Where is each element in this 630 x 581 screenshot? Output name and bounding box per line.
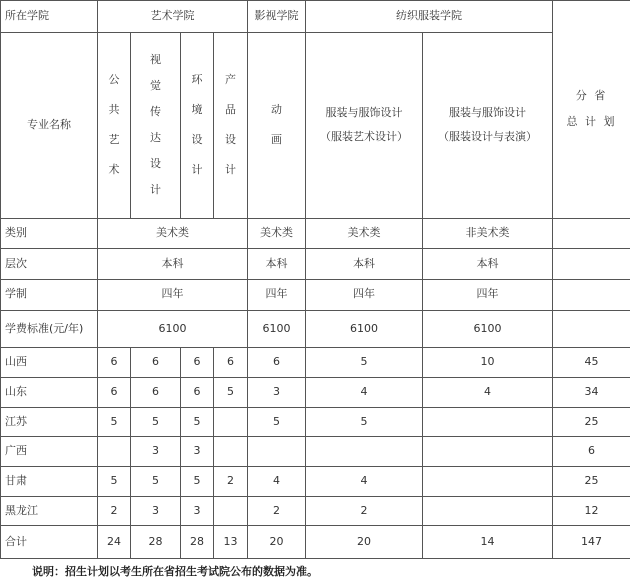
value-cell: 3 bbox=[131, 496, 181, 526]
value-cell bbox=[98, 437, 131, 467]
major-product-design: 产品设计 bbox=[214, 32, 248, 218]
value-cell: 3 bbox=[181, 496, 214, 526]
value-cell: 2 bbox=[214, 466, 248, 496]
value-cell: 5 bbox=[306, 407, 423, 437]
level-label: 层次 bbox=[1, 249, 98, 280]
value-cell: 4 bbox=[306, 466, 423, 496]
province-cell: 山东 bbox=[1, 378, 98, 408]
value-cell: 28 bbox=[181, 526, 214, 559]
level-textile1: 本科 bbox=[306, 249, 423, 280]
value-cell: 2 bbox=[248, 496, 306, 526]
value-cell: 6 bbox=[98, 348, 131, 378]
province-cell: 广西 bbox=[1, 437, 98, 467]
value-cell bbox=[214, 407, 248, 437]
value-cell: 6 bbox=[98, 378, 131, 408]
category-film: 美术类 bbox=[248, 218, 306, 249]
duration-row bbox=[1, 279, 630, 310]
table-row bbox=[1, 348, 630, 378]
value-cell: 2 bbox=[306, 496, 423, 526]
major-fashion-art-design: 服装与服饰设计 （服装艺术设计） bbox=[306, 32, 423, 218]
category-total bbox=[553, 218, 630, 249]
duration-label: 学制 bbox=[1, 279, 98, 310]
value-cell: 5 bbox=[181, 407, 214, 437]
fee-row bbox=[1, 310, 630, 348]
level-row bbox=[1, 249, 630, 280]
total-label-bottom: 总 计 划 bbox=[566, 115, 617, 129]
table-row-total bbox=[1, 526, 630, 559]
total-label-top: 分 省 bbox=[575, 89, 608, 103]
major-animation: 动画 bbox=[248, 32, 306, 218]
fee-label: 学费标准(元/年) bbox=[1, 310, 98, 348]
major-fashion-performance: 服装与服饰设计 （服装设计与表演） bbox=[423, 32, 553, 218]
major-environment-design: 环境设计 bbox=[181, 32, 214, 218]
table-row bbox=[1, 437, 630, 467]
fee-textile1: 6100 bbox=[306, 310, 423, 348]
level-textile2: 本科 bbox=[423, 249, 553, 280]
category-label: 类别 bbox=[1, 218, 98, 249]
province-cell: 江苏 bbox=[1, 407, 98, 437]
category-textile2: 非美术类 bbox=[423, 218, 553, 249]
value-cell bbox=[423, 407, 553, 437]
value-cell: 5 bbox=[98, 466, 131, 496]
duration-textile2: 四年 bbox=[423, 279, 553, 310]
category-row bbox=[1, 218, 630, 249]
province-cell: 黑龙江 bbox=[1, 496, 98, 526]
table-row bbox=[1, 407, 630, 437]
footnote: 说明：招生计划以考生所在省招生考试院公布的数据为准。 bbox=[32, 565, 318, 578]
table-row bbox=[1, 378, 630, 408]
value-cell: 24 bbox=[98, 526, 131, 559]
value-cell: 3 bbox=[131, 437, 181, 467]
value-cell: 3 bbox=[248, 378, 306, 408]
value-cell: 5 bbox=[181, 466, 214, 496]
value-cell: 6 bbox=[214, 348, 248, 378]
duration-textile1: 四年 bbox=[306, 279, 423, 310]
value-cell: 6 bbox=[181, 378, 214, 408]
fee-total bbox=[553, 310, 630, 348]
college-label: 所在学院 bbox=[1, 1, 98, 33]
duration-art: 四年 bbox=[98, 279, 248, 310]
value-cell bbox=[423, 496, 553, 526]
value-cell: 4 bbox=[306, 378, 423, 408]
total-cell: 6 bbox=[553, 437, 630, 467]
fee-textile2: 6100 bbox=[423, 310, 553, 348]
value-cell: 6 bbox=[181, 348, 214, 378]
major-label: 专业名称 bbox=[1, 32, 98, 218]
value-cell: 13 bbox=[214, 526, 248, 559]
college-film: 影视学院 bbox=[248, 1, 306, 33]
table-row bbox=[1, 496, 630, 526]
total-cell: 45 bbox=[553, 348, 630, 378]
major-row bbox=[1, 32, 630, 218]
major-visual-design: 视觉传达设计 bbox=[131, 32, 181, 218]
value-cell: 5 bbox=[131, 466, 181, 496]
province-cell: 山西 bbox=[1, 348, 98, 378]
duration-film: 四年 bbox=[248, 279, 306, 310]
province-cell: 甘肃 bbox=[1, 466, 98, 496]
total-cell: 25 bbox=[553, 466, 630, 496]
value-cell bbox=[214, 496, 248, 526]
table-row bbox=[1, 466, 630, 496]
value-cell: 5 bbox=[131, 407, 181, 437]
value-cell: 28 bbox=[131, 526, 181, 559]
value-cell: 6 bbox=[248, 348, 306, 378]
total-cell: 25 bbox=[553, 407, 630, 437]
value-cell: 5 bbox=[248, 407, 306, 437]
value-cell bbox=[423, 466, 553, 496]
value-cell bbox=[248, 437, 306, 467]
level-total bbox=[553, 249, 630, 280]
value-cell: 10 bbox=[423, 348, 553, 378]
value-cell: 5 bbox=[98, 407, 131, 437]
college-row bbox=[1, 1, 630, 33]
province-cell: 合计 bbox=[1, 526, 98, 559]
fee-art: 6100 bbox=[98, 310, 248, 348]
value-cell: 4 bbox=[248, 466, 306, 496]
value-cell: 20 bbox=[248, 526, 306, 559]
value-cell: 6 bbox=[131, 378, 181, 408]
value-cell: 4 bbox=[423, 378, 553, 408]
fee-film: 6100 bbox=[248, 310, 306, 348]
college-art: 艺术学院 bbox=[98, 1, 248, 33]
total-cell: 12 bbox=[553, 496, 630, 526]
major-public-art: 公共艺术 bbox=[98, 32, 131, 218]
duration-total bbox=[553, 279, 630, 310]
value-cell: 2 bbox=[98, 496, 131, 526]
level-film: 本科 bbox=[248, 249, 306, 280]
value-cell: 14 bbox=[423, 526, 553, 559]
total-cell: 147 bbox=[553, 526, 630, 559]
total-cell: 34 bbox=[553, 378, 630, 408]
level-art: 本科 bbox=[98, 249, 248, 280]
value-cell: 20 bbox=[306, 526, 423, 559]
value-cell bbox=[423, 437, 553, 467]
category-art: 美术类 bbox=[98, 218, 248, 249]
value-cell bbox=[306, 437, 423, 467]
value-cell: 3 bbox=[181, 437, 214, 467]
total-plan-header bbox=[553, 1, 630, 219]
value-cell: 5 bbox=[306, 348, 423, 378]
college-textile: 纺织服装学院 bbox=[306, 1, 553, 33]
value-cell bbox=[214, 437, 248, 467]
value-cell: 6 bbox=[131, 348, 181, 378]
category-textile1: 美术类 bbox=[306, 218, 423, 249]
value-cell: 5 bbox=[214, 378, 248, 408]
